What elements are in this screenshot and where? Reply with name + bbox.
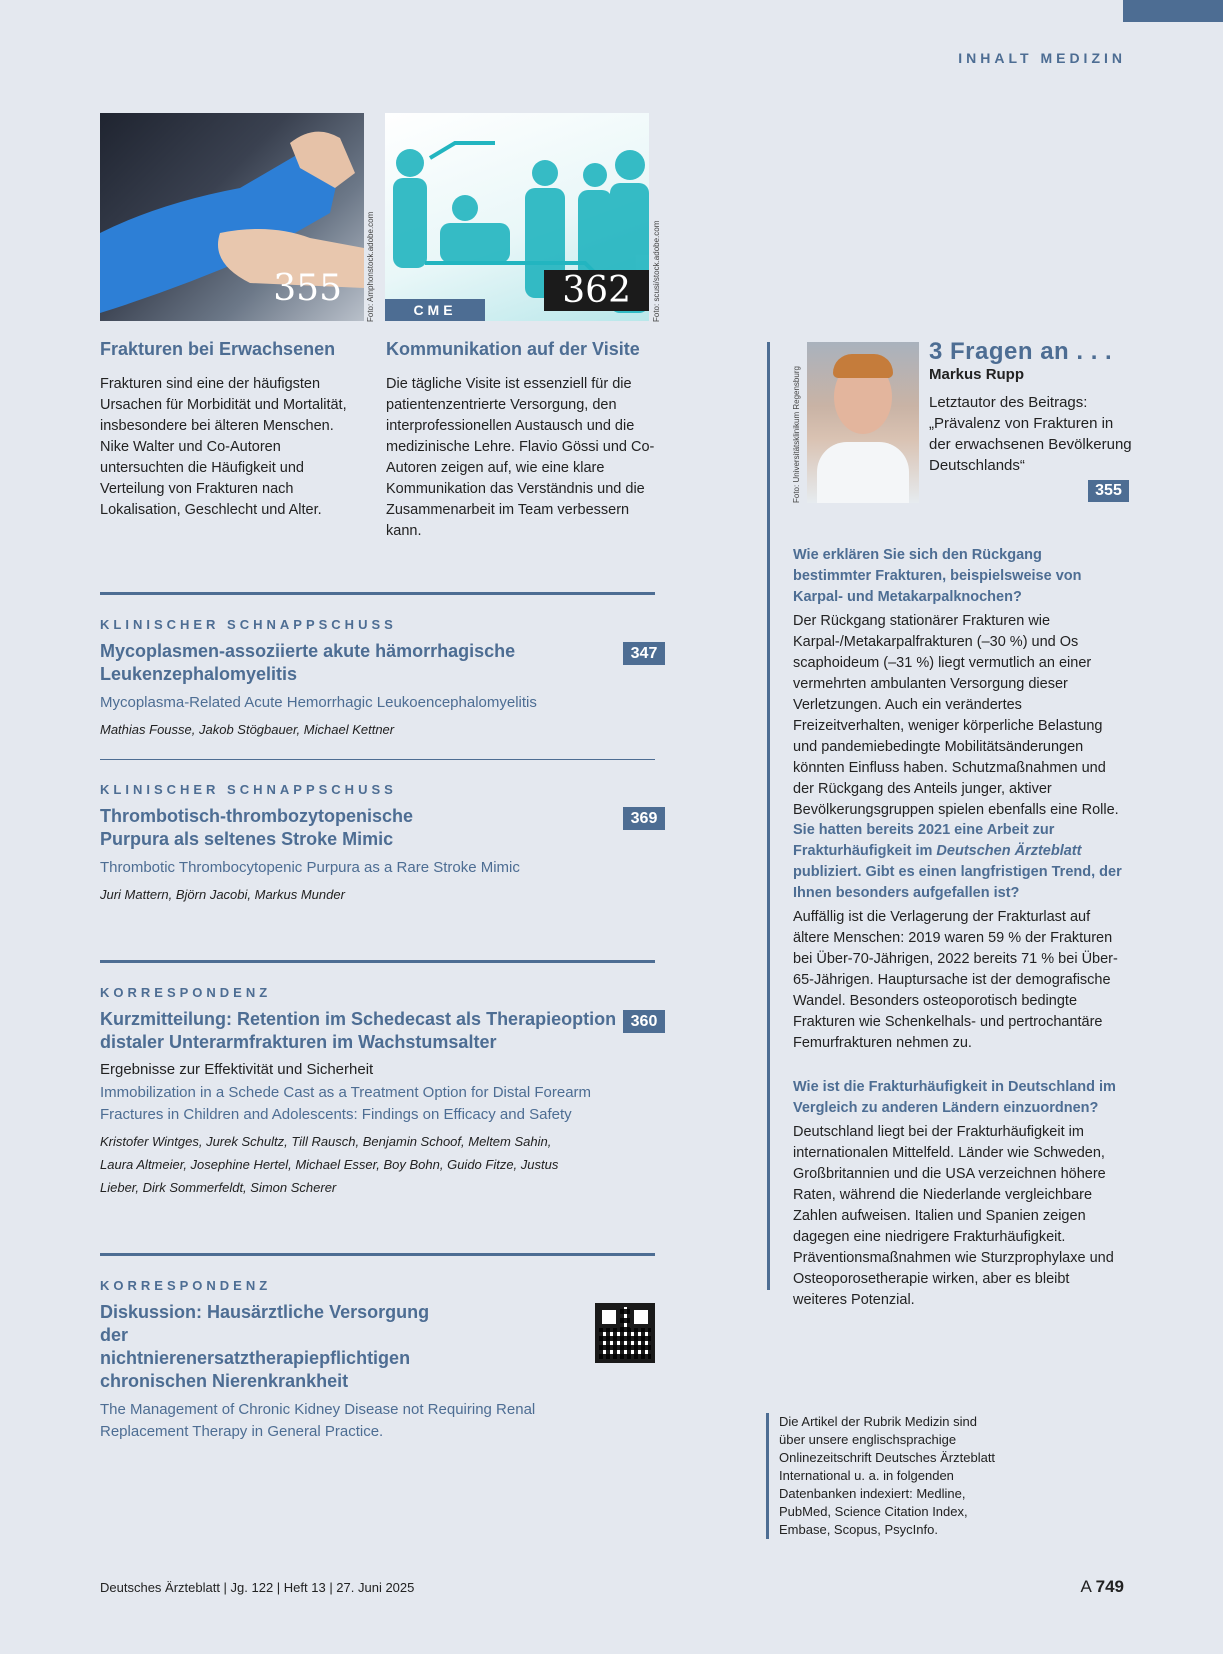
corner-tab bbox=[1123, 0, 1223, 22]
feature-page-number: 362 bbox=[544, 270, 649, 311]
portrait-coat bbox=[817, 442, 909, 503]
entry-english-title: Immobilization in a Schede Cast as a Treatment Option for Distal Forearm Fractures in Children and Adolescents: Findings on Efficacy and Safety bbox=[100, 1084, 592, 1123]
entry-title[interactable]: Mycoplasmen-assoziierte akute hämorrhagische Leukenzephalomyelitis bbox=[100, 641, 516, 684]
entry-title[interactable]: Thrombotisch-thrombozytopenische Purpura als seltenes Stroke Mimic bbox=[100, 806, 414, 849]
entry-subtitle: Ergebnisse zur Effektivität und Sicherheit bbox=[100, 1061, 374, 1078]
entry-english-title: Thrombotic Thrombocytopenic Purpura as a Rare Stroke Mimic bbox=[100, 859, 520, 876]
feature-image-fractures[interactable] bbox=[100, 113, 364, 321]
entry-english-title: Mycoplasma-Related Acute Hemorrhagic Leukoencephalomyelitis bbox=[100, 694, 537, 711]
entry-kicker: KLINISCHER SCHNAPPSCHUSS bbox=[100, 782, 397, 797]
entry-page-badge[interactable]: 347 bbox=[623, 642, 665, 665]
entry-kicker: KLINISCHER SCHNAPPSCHUSS bbox=[100, 617, 397, 632]
question: Wie ist die Frakturhäufigkeit in Deutschland im Vergleich zu anderen Ländern einzuordnen? bbox=[793, 1079, 1116, 1116]
section-title: INHALT MEDIZIN bbox=[958, 50, 1126, 66]
photo-credit: Foto: scusi/stock.adobe.com bbox=[652, 220, 661, 322]
footer-page bbox=[1080, 1577, 1124, 1597]
question bbox=[793, 820, 1123, 904]
feature-heading[interactable]: Frakturen bei Erwachsenen bbox=[100, 339, 336, 359]
toc-entry bbox=[100, 1253, 655, 1443]
question-journal: Deutschen Ärzteblatt bbox=[936, 843, 1082, 859]
interview-intro: Letztautor des Beitrags: „Prävalenz von Frakturen in der erwachsenen Bevölkerung Deutschlands“ bbox=[929, 394, 1132, 474]
index-note: Die Artikel der Rubrik Medizin sind über unsere englischsprachige Onlinezeitschrift Deutsches Ärzteblatt International u. a. in folgenden Datenbanken indexiert: Medline, PubMed, Science Citation Index, Embase, Scopus, PsycInfo. bbox=[766, 1413, 1006, 1539]
answer: Der Rückgang stationärer Frakturen wie Karpal-/Metakarpalfrakturen (–30 %) und Os scaphoideum (–31 %) liegt vermutlich an einer vermehrten ambulanten Versorgung dieser Verletzungen. Auch ein verändertes Freizeitverhalten, weniger körperliche Belastung und pandemiebedingte Mobilitätsänderungen könnten Einfluss haben. Schutzmaßnahmen und der Rückgang des Anteils junger, aktiver Bevölkerungsgruppen spielen ebenfalls eine Rolle. bbox=[793, 613, 1119, 818]
qa-block bbox=[793, 1077, 1123, 1311]
cme-badge: CME bbox=[385, 299, 485, 321]
entry-page-badge[interactable]: 360 bbox=[623, 1010, 665, 1033]
feature-text: Die tägliche Visite ist essenziell für die patientenzentrierte Versorgung, den interprofessionellen Austausch und die medizinische Lehre. Flavio Gössi und Co-Autoren zeigen auf, wie eine klare Kommunikation das Verständnis und die Zusammenarbeit im Team verbessern kann. bbox=[386, 376, 655, 539]
entry-english-title: The Management of Chronic Kidney Disease not Requiring Renal Replacement Therapy in General Practice. bbox=[100, 1401, 536, 1440]
interview-page-badge[interactable]: 355 bbox=[1088, 480, 1129, 502]
entry-page-badge[interactable]: 369 bbox=[623, 807, 665, 830]
qr-code-icon[interactable] bbox=[595, 1303, 655, 1363]
footer-journal: Deutsches Ärzteblatt | Jg. 122 | Heft 13 | 27. Juni 2025 bbox=[100, 1580, 415, 1595]
entry-authors: Mathias Fousse, Jakob Stögbauer, Michael Kettner bbox=[100, 722, 395, 737]
answer: Deutschland liegt bei der Frakturhäufigkeit im internationalen Mittelfeld. Länder wie Schweden, Großbritannien und die USA verzeichnen höhere Raten, während die Niederlande vergleichbare Zahlen aufweisen. Italien und Spanien zeigen dagegen eine niedrigere Frakturhäufigkeit. Präventionsmaßnahmen wie Sturzprophylaxe und Osteoporosetherapie wirken, aber es bleibt weiteres Potenzial. bbox=[793, 1124, 1114, 1308]
entry-kicker: KORRESPONDENZ bbox=[100, 985, 272, 1000]
toc-entry bbox=[100, 592, 658, 741]
answer: Auffällig ist die Verlagerung der Frakturlast auf ältere Menschen: 2019 waren 59 % der Frakturen bei Über-70-Jährigen, 2022 bereits 71 % bei Über-65-Jährigen. Hauptursache ist der demografische Wandel. Besonders osteoporotisch bedingte Frakturen wie Schenkelhals- und pertrochantäre Femurfrakturen nehmen zu. bbox=[793, 909, 1118, 1051]
interview-name: Markus Rupp bbox=[929, 366, 1025, 383]
question-text: publiziert. Gibt es einen langfristigen Trend, der Ihnen besonders aufgefallen ist? bbox=[793, 864, 1122, 901]
feature-text: Frakturen sind eine der häufigsten Ursachen für Morbidität und Mortalität, insbesondere bei älteren Menschen. Nike Walter und Co-Autoren untersuchten die Häufigkeit und Verteilung von Frakturen nach Lokalisation, Geschlecht und Alter. bbox=[100, 376, 347, 518]
portrait-hair bbox=[833, 354, 893, 378]
entry-title[interactable]: Kurzmitteilung: Retention im Schedecast als Therapieoption distaler Unterarmfrakturen im Wachstumsalter bbox=[100, 1009, 617, 1052]
entry-authors: Kristofer Wintges, Jurek Schultz, Till Rausch, Benjamin Schoof, Meltem Sahin, Laura Altmeier, Josephine Hertel, Michael Esser, Boy Bohn, Guido Fitze, Justus Lieber, Dirk Sommerfeldt, Simon Scherer bbox=[100, 1134, 559, 1195]
photo-credit: Foto: Amphonstock.adobe.com bbox=[366, 211, 375, 322]
qa-block bbox=[793, 545, 1123, 821]
footer-page-number: 749 bbox=[1095, 1577, 1124, 1596]
question: Wie erklären Sie sich den Rückgang bestimmter Frakturen, beispielsweise von Karpal- und Metakarpalknochen? bbox=[793, 547, 1082, 605]
footer-page-prefix: A bbox=[1080, 1577, 1091, 1596]
photo-credit: Foto: Universitätsklinikum Regensburg bbox=[792, 366, 801, 503]
qa-block bbox=[793, 820, 1123, 1054]
entry-kicker: KORRESPONDENZ bbox=[100, 1278, 272, 1293]
toc-entry bbox=[100, 960, 658, 1199]
entry-title[interactable]: Diskussion: Hausärztliche Versorgung der nichtnierenersatztherapiepflichtigen chronischen Nierenkrankheit bbox=[100, 1302, 430, 1391]
sidebar-rule bbox=[767, 342, 770, 1290]
author-portrait bbox=[807, 342, 919, 503]
interview-heading: 3 Fragen an . . . bbox=[929, 338, 1113, 365]
feature-image-visit[interactable] bbox=[385, 113, 649, 321]
feature-heading[interactable]: Kommunikation auf der Visite bbox=[386, 339, 640, 359]
toc-entry bbox=[100, 759, 658, 906]
entry-authors: Juri Mattern, Björn Jacobi, Markus Munder bbox=[100, 887, 345, 902]
question-text: Sie hatten bereits 2021 eine Arbeit zur Frakturhäufigkeit im bbox=[793, 822, 1055, 859]
feature-page-number: 355 bbox=[273, 268, 342, 309]
